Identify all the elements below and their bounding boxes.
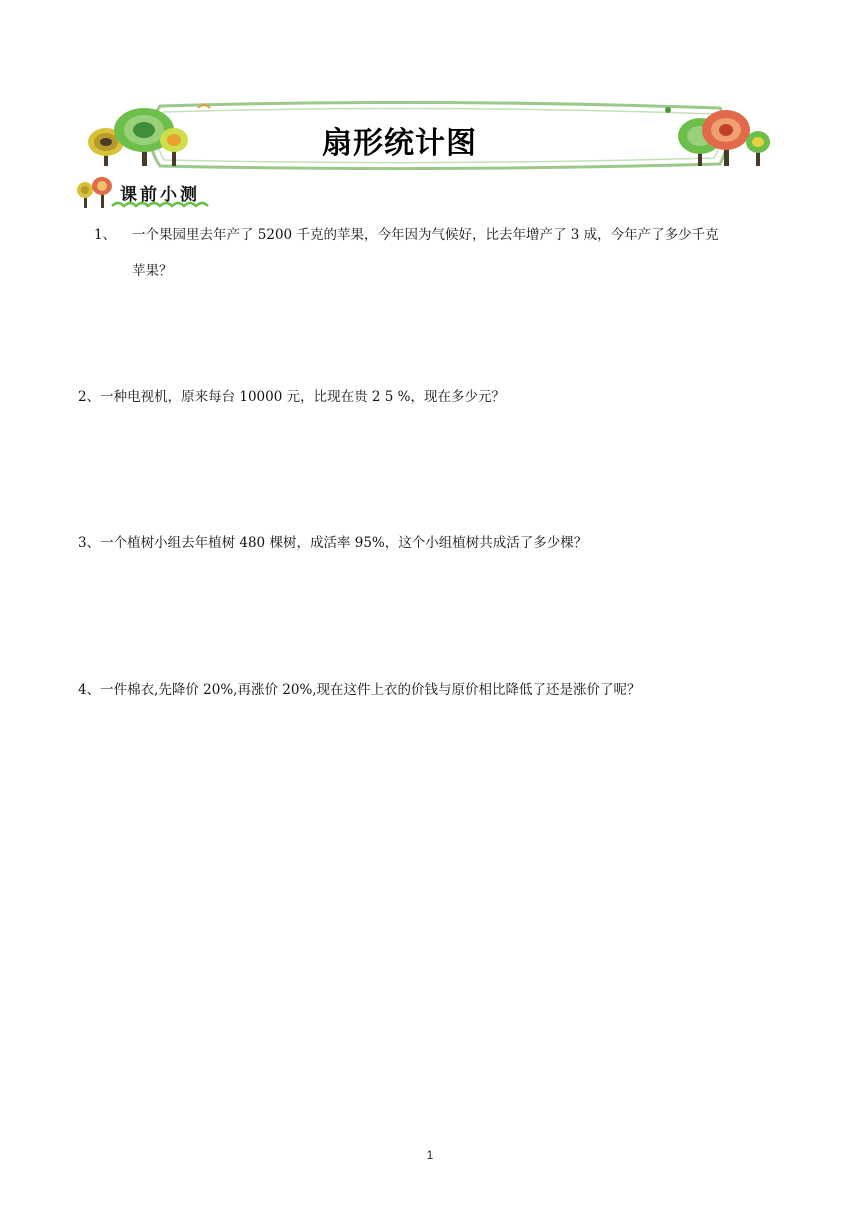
small-trees-icon xyxy=(77,177,112,208)
section-header xyxy=(76,176,216,212)
question-1-number: 1、 xyxy=(94,227,117,243)
question-4: 4、一件棉衣,先降价 20%,再涨价 20%,现在这件上衣的价钱与原价相比降低了还是涨价了呢？ xyxy=(78,682,641,698)
question-1-text-line-1: 一个果园里去年产了 5200 千克的苹果，今年因为气候好，比去年增产了 3 成，今年产了多少千克 xyxy=(132,227,719,243)
page-number: 1 xyxy=(426,1148,434,1162)
title-banner xyxy=(80,96,780,176)
question-3: 3、一个植树小组去年植树 480 棵树，成活率 95%，这个小组植树共成活了多少棵？ xyxy=(78,535,588,551)
page-title: 扇形统计图 xyxy=(322,126,477,161)
question-1-line-1 xyxy=(94,217,794,253)
question-1 xyxy=(94,217,794,289)
question-1-text-line-2: 苹果？ xyxy=(132,263,173,279)
section-title: 课前小测 xyxy=(120,185,200,205)
question-2: 2、一种电视机，原来每台 10000 元，比现在贵 2 5 %，现在多少元？ xyxy=(78,389,505,405)
